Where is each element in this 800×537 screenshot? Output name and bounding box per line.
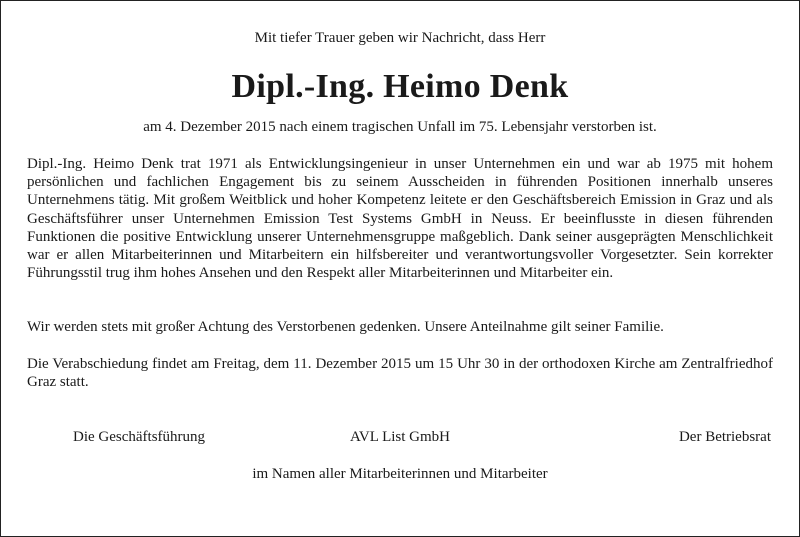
signature-management: Die Geschäftsführung [73,429,206,445]
condolence-paragraph: Wir werden stets mit großer Achtung des Verstorbenen gedenken. Unsere Anteilnahme gilt seiner Familie. [27,319,664,335]
signature-company: AVL List GmbH [349,429,450,445]
funeral-paragraph: Die Verabschiedung findet am Freitag, dem 11. Dezember 2015 um 15 Uhr 30 in der orthodoxen Kirche am Zentralfriedhof Graz statt. [27,356,773,391]
signature-works-council: Der Betriebsrat [678,429,771,445]
biography-paragraph: Dipl.-Ing. Heimo Denk trat 1971 als Entwicklungsingenieur in unser Unternehmen ein und war ab 1975 mit hohem persönlichen und fachlichen Engagement bis zu seinem Ausscheiden in führenden Positionen innerhalb unseres Unternehmens tätig. Mit großem Weitblick und hoher Kompetenz leitete er den Geschäftsbereich Emission in Graz und als Geschäftsführer unser Unternehmen Emission Test Systems GmbH in Neuss. Er beeinflusste in diesen führenden Funktionen die positive Entwicklung unserer Unternehmensgruppe maßgeblich. Dank seiner ausgeprägten Menschlichkeit war er allen Mitarbeiterinnen und Mitarbeitern ein hilfsbereiter und verantwortungsvoller Vorgesetzter. Sein korrekter Führungsstil trug ihm hohes Ansehen und den Respekt aller Mitarbeiterinnen und Mitarbeiter ein. [27,156,773,282]
intro-line: Mit tiefer Trauer geben wir Nachricht, dass Herr [254,30,546,46]
death-notice-line: am 4. Dezember 2015 nach einem tragischen Unfall im 75. Lebensjahr verstorben ist. [143,119,657,135]
deceased-name: Dipl.-Ing. Heimo Denk [231,68,569,105]
closing-line: im Namen aller Mitarbeiterinnen und Mitarbeiter [252,466,548,482]
